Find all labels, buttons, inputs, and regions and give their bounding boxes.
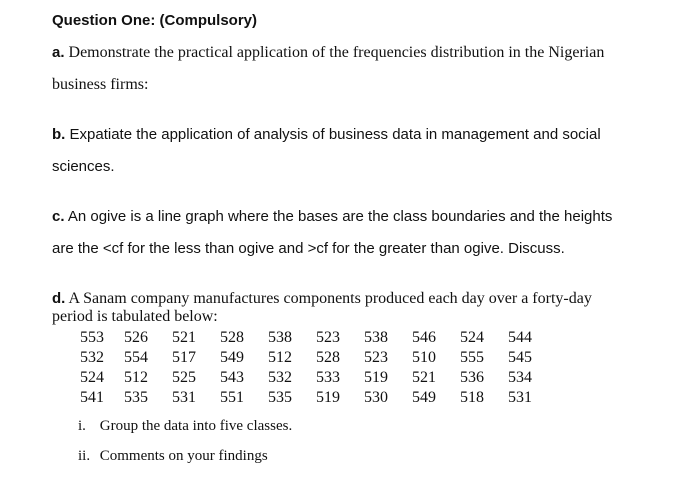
table-cell: 554 [124, 349, 148, 366]
part-b-label: b. [52, 126, 66, 143]
table-cell: 526 [124, 329, 148, 346]
part-a-line-1 [52, 44, 604, 62]
table-row [68, 368, 556, 388]
table-cell: 555 [460, 349, 484, 366]
table-cell: 525 [172, 369, 196, 386]
table-cell: 553 [80, 329, 104, 346]
table-cell: 531 [172, 389, 196, 406]
part-b-line-1 [52, 126, 601, 143]
table-cell: 535 [268, 389, 292, 406]
table-cell: 521 [172, 329, 196, 346]
table-row [68, 348, 556, 368]
table-cell: 543 [220, 369, 244, 386]
table-cell: 532 [80, 349, 104, 366]
sub-ii-text: Comments on your findings [99, 448, 268, 464]
part-c-line-1 [52, 208, 612, 225]
part-d-line-1 [52, 290, 592, 308]
sub-ii-number: ii. [78, 448, 91, 464]
table-cell: 536 [460, 369, 484, 386]
table-cell: 551 [220, 389, 244, 406]
table-cell: 530 [364, 389, 388, 406]
sub-i-number: i. [78, 418, 86, 434]
table-cell: 532 [268, 369, 292, 386]
table-cell: 535 [124, 389, 148, 406]
table-cell: 519 [364, 369, 388, 386]
table-cell: 528 [220, 329, 244, 346]
part-c-text-2: are the <cf for the less than ogive and >cf for the greater than ogive. Discuss. [52, 240, 565, 257]
part-d-text-1: A Sanam company manufactures components produced each day over a forty-day [68, 290, 592, 307]
table-cell: 534 [508, 369, 532, 386]
part-a-text-2: business firms: [52, 76, 149, 93]
part-b-text-2: sciences. [52, 158, 115, 175]
table-cell: 523 [316, 329, 340, 346]
table-cell: 524 [80, 369, 104, 386]
table-cell: 538 [364, 329, 388, 346]
table-cell: 549 [412, 389, 436, 406]
part-b-text-1: Expatiate the application of analysis of business data in management and social [69, 126, 601, 143]
part-c-label: c. [52, 208, 65, 225]
part-d-text-2: period is tabulated below: [52, 308, 218, 325]
table-cell: 521 [412, 369, 436, 386]
table-cell: 528 [316, 349, 340, 366]
part-d-label: d. [52, 290, 66, 307]
table-cell: 549 [220, 349, 244, 366]
table-cell: 517 [172, 349, 196, 366]
table-cell: 544 [508, 329, 532, 346]
table-row [68, 328, 556, 348]
question-heading: Question One: (Compulsory) [52, 12, 258, 29]
table-cell: 512 [124, 369, 148, 386]
table-cell: 546 [412, 329, 436, 346]
part-c-text-1: An ogive is a line graph where the bases are the class boundaries and the heights [67, 208, 613, 225]
table-cell: 519 [316, 389, 340, 406]
sub-i-text: Group the data into five classes. [99, 418, 293, 434]
part-a-text-1: Demonstrate the practical application of the frequencies distribution in the Nigerian [68, 44, 605, 61]
table-cell: 510 [412, 349, 436, 366]
table-cell: 524 [460, 329, 484, 346]
table-cell: 518 [460, 389, 484, 406]
table-cell: 541 [80, 389, 104, 406]
table-cell: 538 [268, 329, 292, 346]
table-cell: 533 [316, 369, 340, 386]
table-cell: 531 [508, 389, 532, 406]
sub-question-ii [78, 448, 268, 465]
data-table [68, 328, 556, 408]
part-a-label: a. [52, 44, 65, 61]
table-cell: 545 [508, 349, 532, 366]
table-cell: 512 [268, 349, 292, 366]
sub-question-i [78, 418, 292, 435]
table-row [68, 388, 556, 408]
table-cell: 523 [364, 349, 388, 366]
